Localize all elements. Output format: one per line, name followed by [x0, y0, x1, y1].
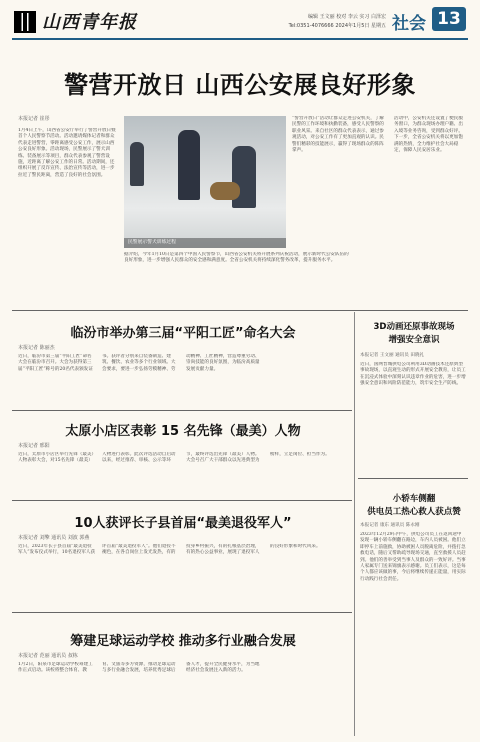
article-2-byline: 本报记者 陈丽杰: [18, 345, 55, 351]
credits-line-2: Tel:0351-4076666 2024年1月5日 星期五: [288, 23, 386, 29]
photo-figure-left: [130, 142, 144, 186]
section-rule-3: [12, 500, 352, 501]
section-rule-2: [12, 410, 352, 411]
article-4-byline: 本报记者 刘擎 通讯员 刘波 郭燕: [18, 535, 90, 541]
article-4-text: 近日，2023年长子县首届“最美退役军人”发布仪式举行，10名退役军人获评首届“最美退役军人”。他们退役不褪色，在各自岗位上发光发热，有的投身乡村振兴，有的扎根基层治理，有的热心公益事业，展现了退役军人的良好形象和时代风采。: [18, 544, 321, 556]
sidebar-1-headline-line-1: 3D动画还原事故现场: [373, 322, 455, 332]
section-rule-4: [12, 612, 352, 613]
section-rule-1: [12, 310, 468, 311]
article-2-text: 近日，临汾市第三届“平阳工匠”命名大会在临汾市召开。大会为获得第三届“平阳工匠”称号的20名代表颁发证书。获评者分别来自装备制造、建筑、餐饮、农业等多个行业领域。大会要求，要进一步弘扬劳模精神、劳动精神、工匠精神，营造尊重劳动、崇尚技能的良好氛围，为临汾高质量发展贡献力量。: [18, 354, 260, 372]
photo-police-dog: [210, 182, 240, 200]
main-byline: 本报记者 崔彤: [18, 116, 50, 122]
article-4-headline: 10人获评长子县首届“最美退役军人”: [74, 516, 292, 531]
main-article-text: 1月4日上午，山西省公安厅举行了警营开放日暨首个人民警察节活动。活动邀请媒体记者和群众代表走进警营，零距离感受公安工作，展示山西公安良好形象。活动现场，民警展示了警犬训练、装备展示等项目，群众代表参观了警营设施，近距离了解公安工作的日常。活动期间，还组织开展了反诈宣传、法治宣传等活动，进一步拉近了警民距离，营造了良好的社会氛围。: [18, 128, 116, 178]
main-article-continued: 据介绍，今年1月10日是第四个中国人民警察节，山西省公安机关将开展系列庆祝活动，展示新时代公安队伍的良好形象，进一步增强人民群众的安全感和满意度。全省公安机关将持续深化警务改革，提升服务水平。: [124, 252, 349, 264]
article-3-byline: 本报记者 邢阳: [18, 443, 50, 449]
article-2-headline: 临汾市举办第三届“平阳工匠”命名大会: [70, 326, 296, 341]
section-name: 社会: [392, 14, 426, 34]
sidebar-1-text: 近日，国网晋城供电公司利用3D动画技术还原典型事故现场，以直观生动的形式开展安全教育，让员工在沉浸式体验中深刻认识违章作业的危害，进一步增强安全意识和风险防范能力，筑牢安全生产防线。: [360, 362, 466, 387]
qr-code-icon: [14, 11, 36, 33]
sidebar-1-byline: 本报记者 王文丽 通讯员 田晓礼: [360, 353, 425, 358]
main-article-far-right-column: 活动中，公安机关还设置了便民服务窗口，为群众现场办理户籍、出入境等业务咨询，受到群众好评。下一步，全省公安机关将以更加饱满的热情，全力维护社会大局稳定，保障人民安居乐业。: [394, 116, 463, 154]
sidebar-2-byline: 本报记者 康东 通讯员 陈永刚: [360, 523, 420, 528]
masthead-rule: [12, 38, 468, 40]
article-5-byline: 本报记者 范丽 通讯员 叔栋: [18, 653, 78, 659]
main-article-right-column: “警营开放日”活动让群众走进公安机关，了解民警的工作环境和执勤装备，感受人民警察的职业风采。来自社区的群众代表表示，通过参观活动，对公安工作有了更加直观的认识。民警们精彩的技能展示，赢得了现场群众的阵阵掌声。: [292, 116, 384, 154]
sidebar-rule: [358, 478, 468, 479]
photo-figure-police: [178, 130, 200, 200]
newspaper-logo: 山西青年报: [42, 12, 137, 33]
main-photo: [124, 116, 286, 248]
article-5-headline: 筹建足球运动学校 推动多行业融合发展: [70, 634, 296, 649]
page-number-badge: 13: [432, 7, 466, 31]
sidebar-2-headline-line-1: 小轿车侧翻: [392, 494, 436, 504]
article-5-text: 1月2日，阳泉市足球运动学校筹建工作正式启动。该校将整合体育、教育、文旅等多方资源，推动足球运动与多行业融合发展，培养优秀足球后备人才，提升全民健身水平，为当地经济社会发展注入新的活力。: [18, 662, 260, 674]
sidebar-2-headline-line-2: 供电员工热心救人获点赞: [367, 507, 461, 517]
article-3-text: 近日，太原市小店区举行先锋（最美）人物表彰大会，对15名先锋（最美）人物进行表彰。此次评选活动自启动以来，经过推荐、审核、公示等环节，最终评选出先锋（最美）人物。大会号召广大干部群众以先进典型为榜样，立足岗位、担当作为。: [18, 452, 330, 464]
article-3-headline: 太原小店区表彰 15 名先锋（最美）人物: [65, 424, 301, 439]
photo-caption: 民警展示警犬训练过程: [124, 238, 286, 248]
column-rule-right: [354, 312, 355, 736]
masthead: [0, 0, 480, 42]
sidebar-1-headline-line-2: 增强安全意识: [388, 335, 440, 345]
main-headline: 警营开放日 山西公安展良好形象: [64, 71, 416, 99]
credits-line-1: 编辑 王文丽 校对 李云 实习 白泽宏: [308, 14, 386, 20]
sidebar-2-text: 2023年12月29日中午，供电公司员工在返回途中发现一辆小轿车侧翻在路边，车内人员被困。他们立即停车上前施救，协助被困人员脱离危险，并拨打急救电话，随后又帮助疏导现场交通，直至救援人员赶到。他们的善举受到当事人及群众的一致好评。当事人家属专门送来锦旗表示感谢。员工们表示，这是每个人都应该做的事，今后将继续传递正能量，用实际行动践行社会责任。: [360, 532, 466, 582]
